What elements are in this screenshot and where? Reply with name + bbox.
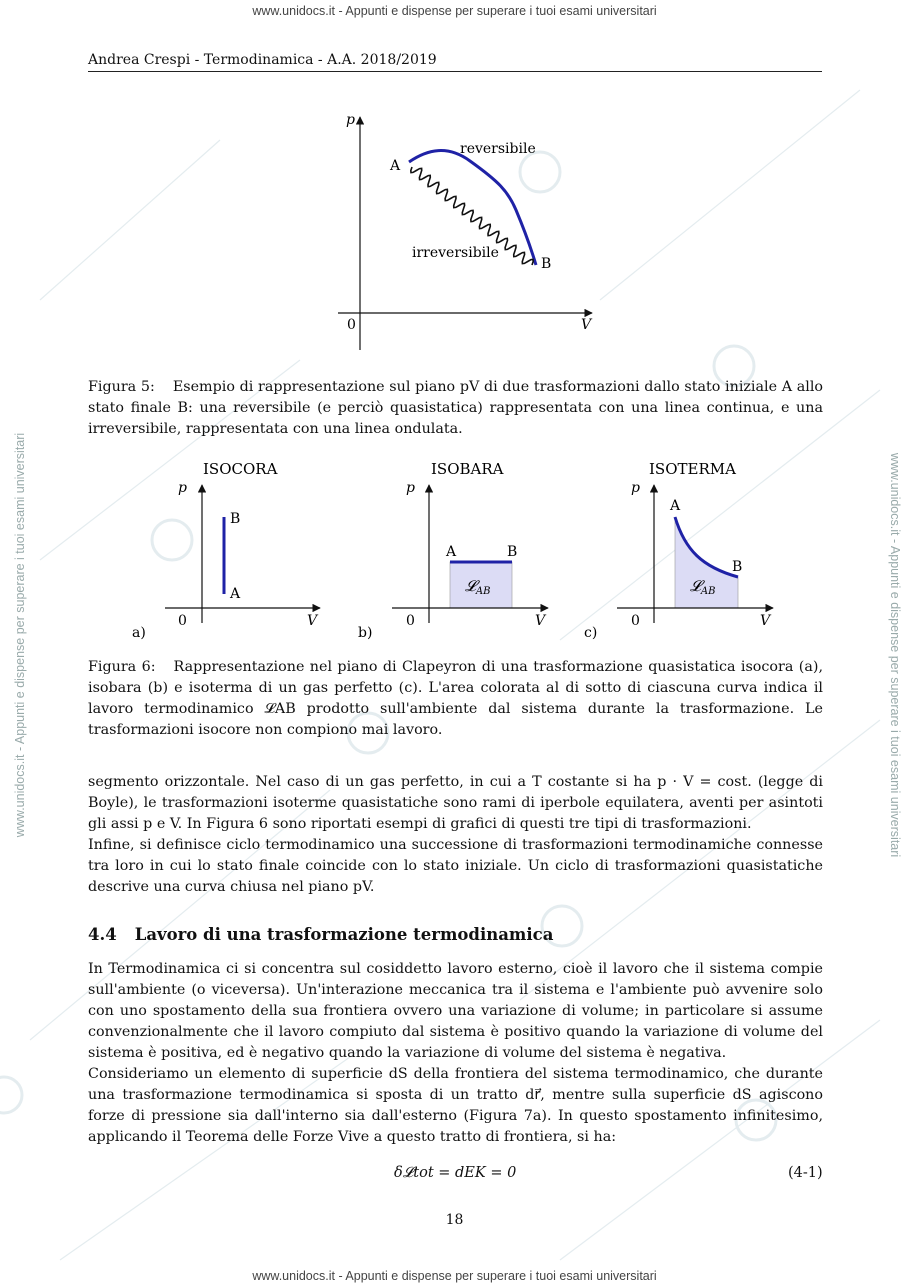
bottom-banner: www.unidocs.it - Appunti e dispense per superare i tuoi esami universitari	[252, 1269, 657, 1283]
figure6-diagram	[110, 455, 790, 645]
isoterma-tag: c)	[584, 625, 598, 641]
section-number: 4.4	[88, 925, 117, 944]
paragraph-lavoro-esterno: In Termodinamica ci si concentra sul cosiddetto lavoro esterno, cioè il lavoro che il sistema compie sull'ambiente (o viceversa). Un'interazione meccanica tra il sistema e l'ambiente può avvenire solo con uno spostamento della sua frontiera ovvero una variazione di volume; in particolare si assume convenzionalmente che il lavoro compiuto dal sistema è positivo quando la variazione di volume del sistema è positiva, ed è negativo quando la variazione di volume del sistema è negativa.	[88, 961, 823, 1061]
running-header: Andrea Crespi - Termodinamica - A.A. 2018/2019	[88, 52, 437, 68]
isoterma-point-b: B	[732, 559, 743, 575]
equation-number: (4-1)	[788, 1165, 823, 1181]
isocora-origin: 0	[178, 613, 187, 629]
top-banner: www.unidocs.it - Appunti e dispense per superare i tuoi esami universitari	[252, 4, 657, 18]
isobara-work-area	[450, 562, 512, 608]
figure5-reversible-label: reversibile	[460, 141, 536, 157]
figure6-caption	[88, 657, 823, 741]
isocora-point-b: B	[230, 511, 241, 527]
section-title: Lavoro di una trasformazione termodinamica	[134, 925, 554, 944]
figure5-diagram	[300, 105, 620, 355]
figure5-v-label: V	[581, 317, 592, 333]
isoterma-origin: 0	[631, 613, 640, 629]
isobara-tag: b)	[358, 625, 373, 641]
figure5-origin-label: 0	[347, 317, 356, 333]
isocora-p-label: p	[178, 480, 187, 496]
left-side-watermark: www.unidocs.it - Appunti e dispense per superare i tuoi esami universitari	[13, 432, 27, 838]
isocora-point-a: A	[230, 586, 241, 602]
section-heading	[88, 925, 553, 944]
isobara-origin: 0	[406, 613, 415, 629]
figure6-panel-isoterma	[584, 460, 773, 641]
figure6-caption-text: Rappresentazione nel piano di Clapeyron di una trasformazione quasistatica isocora (a), isobara (b) e isoterma di un gas perfetto (c). L'area colorata al di sotto di ciascuna curva indica il lavoro termodinamico 𝓛AB prodotto sull'ambiente dal sistema durante la trasformazione. Le trasformazioni isocore non compiono mai lavoro.	[88, 659, 824, 738]
isobara-area-label: 𝓛$_{AB}$	[465, 577, 491, 597]
isobara-p-label: p	[406, 480, 415, 496]
isobara-title: ISOBARA	[431, 460, 504, 478]
figure5-irreversible-label: irreversibile	[412, 245, 499, 261]
figure5-p-label: p	[346, 112, 355, 128]
figure6-caption-label: Figura 6:	[88, 659, 156, 675]
isoterma-point-a: A	[670, 498, 681, 514]
figure5-point-a: A	[390, 158, 401, 174]
body-text-top	[88, 772, 823, 898]
figure5-caption-label: Figura 5:	[88, 379, 155, 395]
isocora-v-label: V	[307, 613, 318, 629]
paragraph-ciclo: Infine, si definisce ciclo termodinamico una successione di trasformazioni termodinamiche connesse tra loro in cui lo stato finale coincide con lo stato iniziale. Un ciclo di trasformazioni quasistatiche descrive una curva chiusa nel piano pV.	[88, 837, 823, 895]
isobara-v-label: V	[535, 613, 546, 629]
isoterma-v-label: V	[760, 613, 771, 629]
paragraph-superficie: Consideriamo un elemento di superficie dS della frontiera del sistema termodinamico, che durante una trasformazione termodinamica si sposta di un tratto dr⃗, mentre sulla superficie dS agiscono forze di pressione sia dall'interno sia dall'esterno (Figura 7a). In questo spostamento infinitesimo, applicando il Teorema delle Forze Vive a questo tratto di frontiera, si ha:	[88, 1066, 823, 1145]
figure5-caption-text: Esempio di rappresentazione sul piano pV di due trasformazioni dallo stato iniziale A allo stato finale B: una reversibile (e perciò quasistatica) rappresentata con una linea continua, e una irreversibile, rappresentata con una linea ondulata.	[88, 379, 824, 437]
right-side-watermark: www.unidocs.it - Appunti e dispense per superare i tuoi esami universitari	[888, 452, 902, 858]
body-text-section	[88, 959, 823, 1148]
figure6-panel-isobara	[358, 460, 548, 641]
paragraph-isoterme: segmento orizzontale. Nel caso di un gas perfetto, in cui a T costante si ha p · V = cost. (legge di Boyle), le trasformazioni isoterme quasistatiche sono rami di iperbole equilatera, aventi per asintoti gli assi p e V. In Figura 6 sono riportati esempi di grafici di questi tre tipi di trasformazioni.	[88, 774, 823, 832]
isobara-point-a: A	[446, 544, 457, 560]
isoterma-area-label: 𝓛$_{AB}$	[690, 577, 716, 597]
equation-body: δ𝓛tot = dEK = 0	[394, 1165, 517, 1181]
isobara-point-b: B	[507, 544, 518, 560]
isoterma-title: ISOTERMA	[649, 460, 736, 478]
figure6-panel-isocora	[132, 460, 320, 641]
figure5-point-b: B	[541, 256, 552, 272]
page-number: 18	[445, 1212, 464, 1228]
isoterma-p-label: p	[631, 480, 640, 496]
figure5-caption	[88, 377, 823, 440]
isocora-title: ISOCORA	[203, 460, 278, 478]
header-rule	[88, 71, 822, 72]
isocora-tag: a)	[132, 625, 146, 641]
